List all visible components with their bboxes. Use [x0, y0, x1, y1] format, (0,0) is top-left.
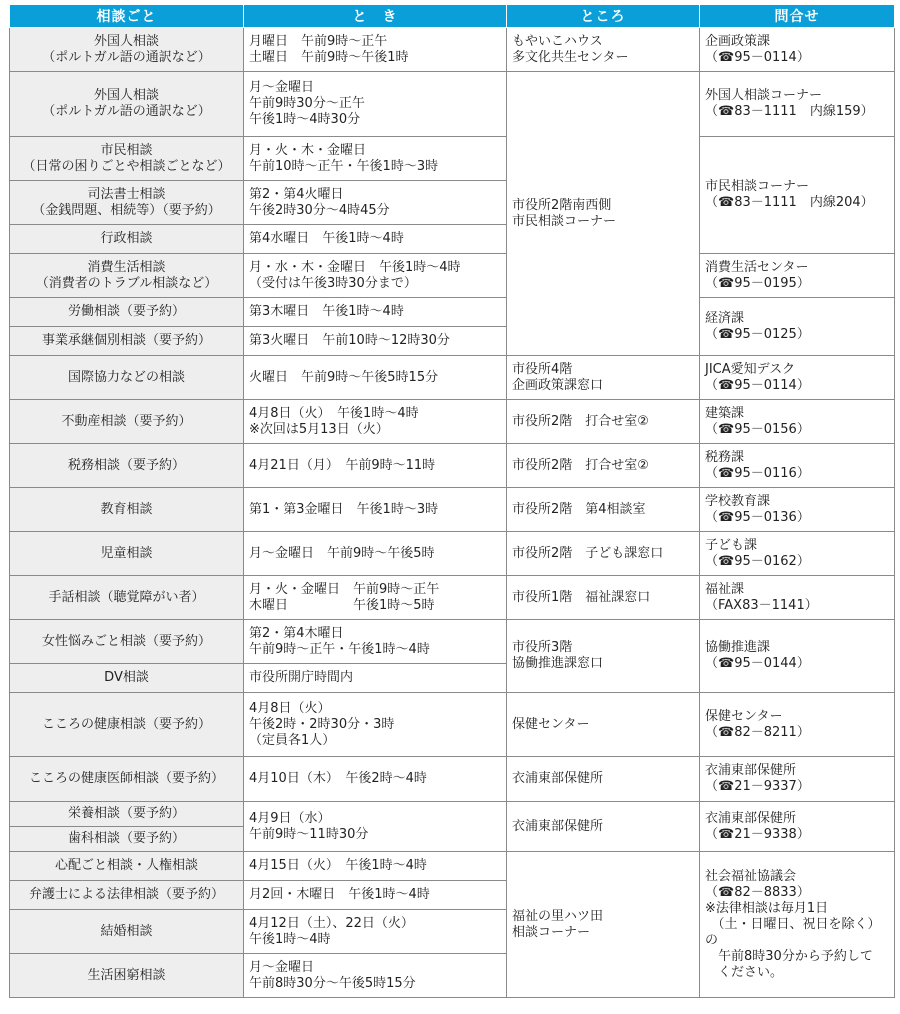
place-cell: 市役所1階 福祉課窓口: [507, 576, 700, 620]
category-cell: 司法書士相談 （金銭問題、相続等）（要予約）: [10, 181, 244, 225]
category-cell: 女性悩みごと相談（要予約）: [10, 620, 244, 664]
time-cell: 第2・第4火曜日 午後2時30分～4時45分: [244, 181, 507, 225]
table-row: [10, 298, 895, 327]
time-cell: 4月12日（土）、22日（火） 午後1時～4時: [244, 910, 507, 954]
time-cell: 火曜日 午前9時～午後5時15分: [244, 356, 507, 400]
time-cell: 月2回・木曜日 午後1時～4時: [244, 881, 507, 910]
header-where: ところ: [507, 5, 700, 28]
contact-cell: 消費生活センター （☎95－0195）: [700, 254, 895, 298]
table-row: [10, 488, 895, 532]
header-row: [10, 5, 895, 28]
time-cell: 月～金曜日 午前9時30分～正午 午後1時～4時30分: [244, 72, 507, 137]
table-row: [10, 137, 895, 181]
time-cell: 4月15日（火） 午後1時～4時: [244, 852, 507, 881]
contact-cell: 社会福祉協議会 （☎82－8833） ※法律相談は毎月1日 （土・日曜日、祝日を除く）の 午前8時30分から予約して ください。: [700, 852, 895, 998]
table-row: [10, 72, 895, 137]
category-cell: 外国人相談 （ポルトガル語の通訳など）: [10, 72, 244, 137]
table-row: [10, 852, 895, 881]
time-cell: 第4水曜日 午後1時～4時: [244, 225, 507, 254]
place-cell: 市役所4階 企画政策課窓口: [507, 356, 700, 400]
contact-cell: 保健センター （☎82－8211）: [700, 693, 895, 757]
time-cell: 4月21日（月） 午前9時～11時: [244, 444, 507, 488]
table-row: [10, 757, 895, 802]
place-cell: 市役所2階 打合せ室②: [507, 400, 700, 444]
time-cell: 4月8日（火） 午後1時～4時 ※次回は5月13日（火）: [244, 400, 507, 444]
contact-cell: 市民相談コーナー （☎83－1111 内線204）: [700, 137, 895, 254]
category-cell: 手話相談（聴覚障がい者）: [10, 576, 244, 620]
contact-cell: 学校教育課 （☎95－0136）: [700, 488, 895, 532]
time-cell: 第3火曜日 午前10時～12時30分: [244, 327, 507, 356]
place-cell: 市役所3階 協働推進課窓口: [507, 620, 700, 693]
time-cell: 第1・第3金曜日 午後1時～3時: [244, 488, 507, 532]
place-cell: もやいこハウス 多文化共生センター: [507, 28, 700, 72]
category-cell: 結婚相談: [10, 910, 244, 954]
header-contact: 問合せ: [700, 5, 895, 28]
time-cell: 月・火・木・金曜日 午前10時～正午・午後1時～3時: [244, 137, 507, 181]
table-row: [10, 693, 895, 757]
table-row: [10, 254, 895, 298]
table-row: [10, 802, 895, 827]
time-cell: 月～金曜日 午前8時30分～午後5時15分: [244, 954, 507, 998]
category-cell: 市民相談 （日常の困りごとや相談ごとなど）: [10, 137, 244, 181]
contact-cell: 協働推進課 （☎95－0144）: [700, 620, 895, 693]
category-cell: こころの健康相談（要予約）: [10, 693, 244, 757]
category-cell: DV相談: [10, 664, 244, 693]
header-category: 相談ごと: [10, 5, 244, 28]
time-cell: 第3木曜日 午後1時～4時: [244, 298, 507, 327]
time-cell: 月・水・木・金曜日 午後1時～4時 （受付は午後3時30分まで）: [244, 254, 507, 298]
time-cell: 月～金曜日 午前9時～午後5時: [244, 532, 507, 576]
place-cell: 市役所2階 打合せ室②: [507, 444, 700, 488]
table-row: [10, 444, 895, 488]
category-cell: 行政相談: [10, 225, 244, 254]
table-row: [10, 576, 895, 620]
place-cell: 市役所2階 子ども課窓口: [507, 532, 700, 576]
category-cell: 生活困窮相談: [10, 954, 244, 998]
category-cell: 国際協力などの相談: [10, 356, 244, 400]
category-cell: 歯科相談（要予約）: [10, 827, 244, 852]
contact-cell: 子ども課 （☎95－0162）: [700, 532, 895, 576]
table-row: [10, 532, 895, 576]
place-cell: 市役所2階南西側 市民相談コーナー: [507, 72, 700, 356]
time-cell: 月曜日 午前9時～正午 土曜日 午前9時～午後1時: [244, 28, 507, 72]
category-cell: 栄養相談（要予約）: [10, 802, 244, 827]
category-cell: 不動産相談（要予約）: [10, 400, 244, 444]
time-cell: 市役所開庁時間内: [244, 664, 507, 693]
contact-cell: 福祉課 （FAX83－1141）: [700, 576, 895, 620]
contact-cell: JICA愛知デスク （☎95－0114）: [700, 356, 895, 400]
contact-cell: 外国人相談コーナー （☎83－1111 内線159）: [700, 72, 895, 137]
category-cell: 外国人相談 （ポルトガル語の通訳など）: [10, 28, 244, 72]
table-row: [10, 28, 895, 72]
category-cell: 事業承継個別相談（要予約）: [10, 327, 244, 356]
time-cell: 4月8日（火） 午後2時・2時30分・3時 （定員各1人）: [244, 693, 507, 757]
place-cell: 衣浦東部保健所: [507, 757, 700, 802]
table-row: [10, 356, 895, 400]
place-cell: 保健センター: [507, 693, 700, 757]
contact-cell: 経済課 （☎95－0125）: [700, 298, 895, 356]
table-row: [10, 620, 895, 664]
category-cell: こころの健康医師相談（要予約）: [10, 757, 244, 802]
category-cell: 税務相談（要予約）: [10, 444, 244, 488]
time-cell: 月・火・金曜日 午前9時～正午 木曜日 午後1時～5時: [244, 576, 507, 620]
place-cell: 衣浦東部保健所: [507, 802, 700, 852]
contact-cell: 企画政策課 （☎95－0114）: [700, 28, 895, 72]
category-cell: 弁護士による法律相談（要予約）: [10, 881, 244, 910]
contact-cell: 建築課 （☎95－0156）: [700, 400, 895, 444]
contact-cell: 衣浦東部保健所 （☎21－9338）: [700, 802, 895, 852]
category-cell: 心配ごと相談・人権相談: [10, 852, 244, 881]
time-cell: 第2・第4木曜日 午前9時～正午・午後1時～4時: [244, 620, 507, 664]
consultation-schedule-table: [9, 5, 895, 998]
category-cell: 教育相談: [10, 488, 244, 532]
place-cell: 市役所2階 第4相談室: [507, 488, 700, 532]
table-row: [10, 400, 895, 444]
time-cell: 4月10日（木） 午後2時～4時: [244, 757, 507, 802]
contact-cell: 税務課 （☎95－0116）: [700, 444, 895, 488]
time-cell: 4月9日（水） 午前9時～11時30分: [244, 802, 507, 852]
category-cell: 児童相談: [10, 532, 244, 576]
contact-cell: 衣浦東部保健所 （☎21－9337）: [700, 757, 895, 802]
category-cell: 消費生活相談 （消費者のトラブル相談など）: [10, 254, 244, 298]
place-cell: 福祉の里ハツ田 相談コーナー: [507, 852, 700, 998]
header-when: と き: [244, 5, 507, 28]
category-cell: 労働相談（要予約）: [10, 298, 244, 327]
